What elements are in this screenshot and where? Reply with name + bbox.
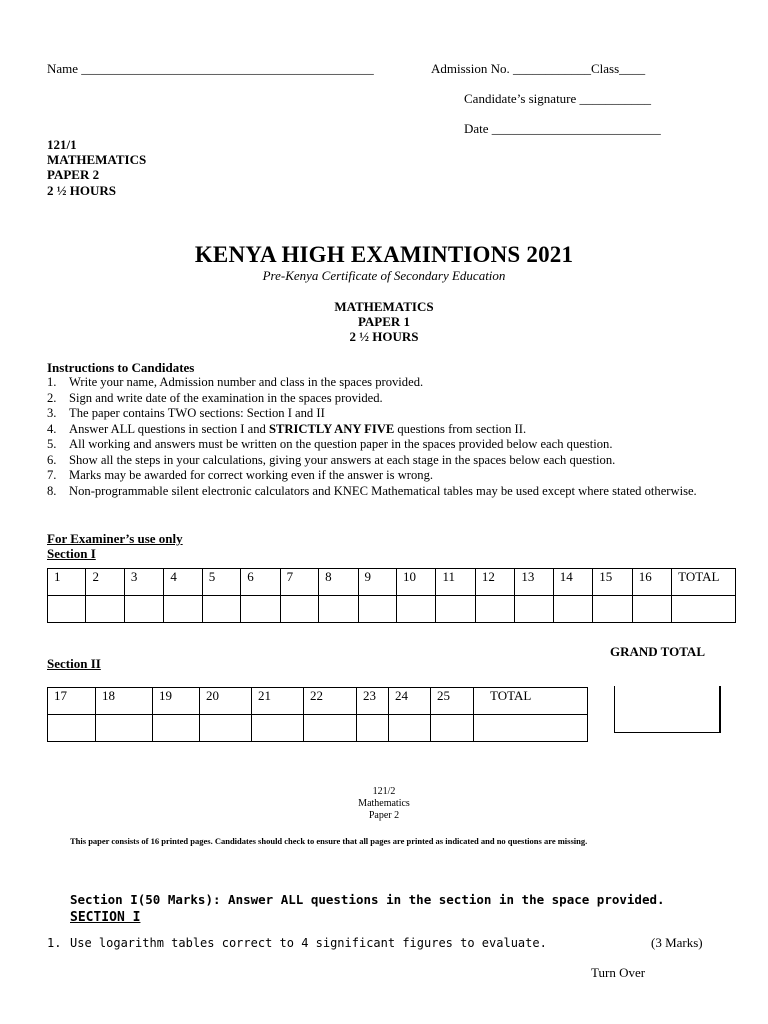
page-count-notice: This paper consists of 16 printed pages. Candidates should check to ensure that all pages are printed as indicated and no questions are missing.: [70, 836, 588, 846]
score-header-cell: 6: [241, 569, 280, 596]
score-entry-cell[interactable]: [241, 596, 280, 623]
score-header-cell: 7: [280, 569, 318, 596]
score-entry-cell[interactable]: [475, 596, 514, 623]
name-field: Name _____________________________________________: [47, 61, 374, 76]
score-entry-cell[interactable]: [153, 715, 200, 742]
score-header-cell: 3: [124, 569, 163, 596]
question-1-text: Use logarithm tables correct to 4 significant figures to evaluate.: [70, 936, 547, 950]
score-entry-cell[interactable]: [200, 715, 252, 742]
footer-code: 121/2: [372, 786, 396, 797]
score-entry-cell[interactable]: [474, 715, 588, 742]
section-one-intro: Section I(50 Marks): Answer ALL questions in the section in the space provided.: [70, 892, 665, 907]
score-header-cell: 5: [202, 569, 240, 596]
score-header-cell: 4: [164, 569, 202, 596]
score-header-cell: TOTAL: [474, 688, 588, 715]
paper-number: PAPER 2: [47, 167, 100, 182]
score-header-cell: 21: [252, 688, 304, 715]
score-entry-cell[interactable]: [358, 596, 396, 623]
score-header-cell: 23: [357, 688, 389, 715]
section-two-score-table: [47, 687, 588, 742]
score-entry-cell[interactable]: [319, 596, 358, 623]
score-entry-cell[interactable]: [515, 596, 553, 623]
instruction-item: 6. Show all the steps in your calculations, giving your answers at each stage in the spaces below each question.: [47, 452, 616, 467]
score-entry-cell[interactable]: [86, 596, 124, 623]
score-header-cell: 2: [86, 569, 124, 596]
footer-subject: Mathematics: [358, 798, 410, 809]
score-entry-cell[interactable]: [396, 596, 435, 623]
score-header-cell: 17: [48, 688, 96, 715]
score-entry-cell[interactable]: [48, 596, 86, 623]
score-entry-cell[interactable]: [280, 596, 318, 623]
section-one-label: Section I: [47, 546, 96, 561]
score-header-cell: 20: [200, 688, 252, 715]
score-header-row: [48, 569, 736, 596]
examiner-heading: For Examiner’s use only: [47, 531, 183, 546]
score-header-cell: 1: [48, 569, 86, 596]
turn-over-label: Turn Over: [591, 965, 646, 980]
instructions-list: [47, 375, 737, 499]
grand-total-label: GRAND TOTAL: [610, 644, 705, 659]
score-header-row: [48, 688, 588, 715]
instruction-item: 4. Answer ALL questions in section I and STRICTLY ANY FIVE questions from section II.: [47, 421, 527, 436]
score-header-cell: 18: [96, 688, 153, 715]
instruction-item: 2. Sign and write date of the examination in the spaces provided.: [47, 390, 383, 405]
title-duration: 2 ½ HOURS: [349, 329, 419, 344]
section-one-score-table: [47, 568, 736, 623]
score-entry-cell[interactable]: [48, 715, 96, 742]
signature-field: Candidate’s signature ___________: [464, 91, 652, 106]
score-entry-cell[interactable]: [431, 715, 474, 742]
score-header-cell: 13: [515, 569, 553, 596]
score-entry-cell[interactable]: [96, 715, 153, 742]
score-header-cell: 11: [436, 569, 475, 596]
instruction-item: 3. The paper contains TWO sections: Section I and II: [47, 406, 325, 420]
score-entry-cell[interactable]: [632, 596, 671, 623]
instructions-heading: Instructions to Candidates: [47, 360, 195, 375]
score-header-cell: TOTAL: [672, 569, 736, 596]
question-1-number: 1.: [47, 936, 62, 950]
score-header-cell: 24: [389, 688, 431, 715]
score-entry-cell[interactable]: [672, 596, 736, 623]
title-paper: PAPER 1: [357, 314, 411, 329]
admission-field: Admission No. ____________Class____: [431, 61, 646, 76]
score-entry-cell[interactable]: [164, 596, 202, 623]
score-entry-cell[interactable]: [202, 596, 240, 623]
score-header-cell: 22: [304, 688, 357, 715]
score-entry-cell[interactable]: [304, 715, 357, 742]
exam-subtitle: Pre-Kenya Certificate of Secondary Education: [262, 268, 506, 283]
score-entry-cell[interactable]: [436, 596, 475, 623]
score-entry-row: [48, 715, 588, 742]
grand-total-box[interactable]: [614, 686, 721, 733]
score-entry-cell[interactable]: [593, 596, 632, 623]
paper-subject: MATHEMATICS: [47, 152, 147, 167]
section-two-label: Section II: [47, 656, 101, 671]
score-header-cell: 12: [475, 569, 514, 596]
date-field: Date __________________________: [464, 121, 661, 136]
instruction-item: 8. Non-programmable silent electronic calculators and KNEC Mathematical tables may be used except where stated otherwise.: [47, 483, 697, 498]
score-header-cell: 19: [153, 688, 200, 715]
score-entry-cell[interactable]: [124, 596, 163, 623]
score-header-cell: 16: [632, 569, 671, 596]
paper-code: 121/1: [47, 137, 77, 152]
score-entry-cell[interactable]: [553, 596, 592, 623]
instruction-item: 7. Marks may be awarded for correct working even if the answer is wrong.: [47, 468, 434, 482]
score-header-cell: 8: [319, 569, 358, 596]
score-header-cell: 10: [396, 569, 435, 596]
score-entry-cell[interactable]: [252, 715, 304, 742]
footer-paper: Paper 2: [368, 810, 400, 821]
score-header-cell: 25: [431, 688, 474, 715]
instruction-item: 1. Write your name, Admission number and class in the spaces provided.: [47, 375, 424, 389]
section-one-heading: SECTION I: [70, 910, 141, 925]
title-subject: MATHEMATICS: [334, 299, 434, 314]
score-header-cell: 14: [553, 569, 592, 596]
score-entry-cell[interactable]: [389, 715, 431, 742]
score-entry-cell[interactable]: [357, 715, 389, 742]
score-header-cell: 9: [358, 569, 396, 596]
exam-title: KENYA HIGH EXAMINTIONS 2021: [194, 242, 574, 267]
question-1-marks: (3 Marks): [651, 935, 703, 950]
score-entry-row: [48, 596, 736, 623]
instruction-item: 5. All working and answers must be written on the question paper in the spaces provided below each question.: [47, 437, 613, 451]
paper-duration: 2 ½ HOURS: [47, 183, 116, 198]
score-header-cell: 15: [593, 569, 632, 596]
